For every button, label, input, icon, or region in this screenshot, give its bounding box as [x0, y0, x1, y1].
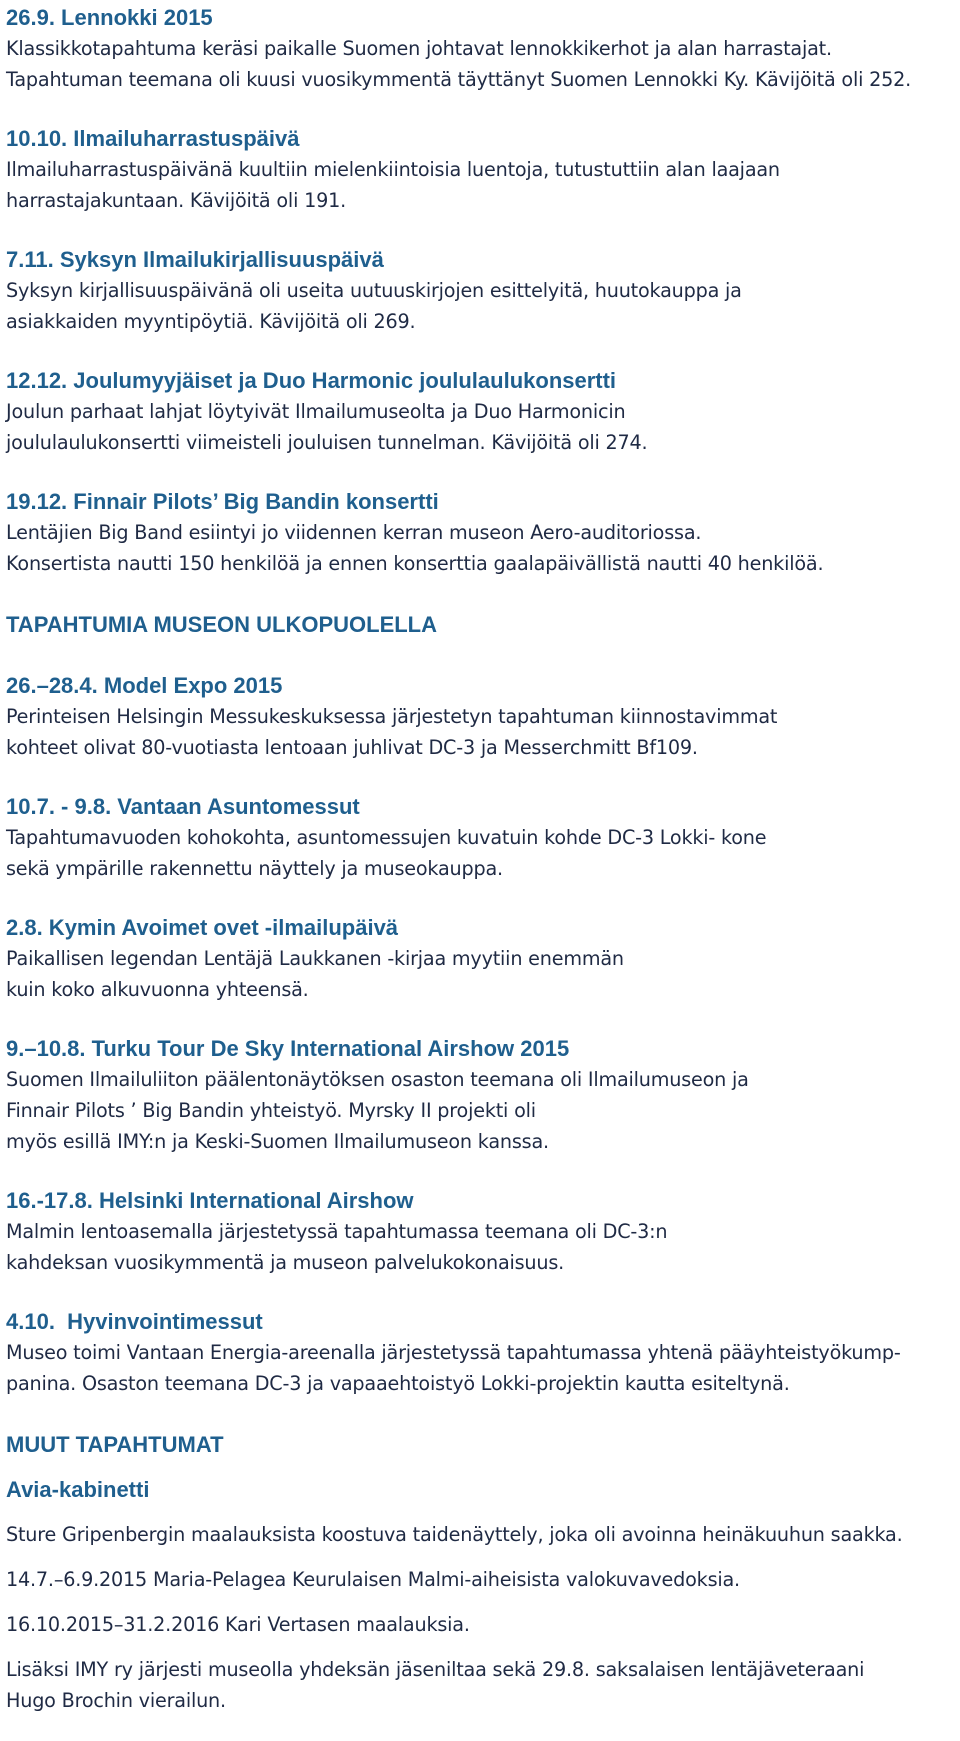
text-line: asiakkaiden myyntipöytiä. Kävijöitä oli 269.: [6, 310, 416, 333]
event-kymi: [6, 912, 960, 1005]
text-line: Syksyn kirjallisuuspäivänä oli useita uutuuskirjojen esittelyitä, huutokauppa ja: [6, 279, 742, 302]
event-kirjallisuuspaiva: [6, 244, 960, 337]
text-line: Paikallisen legendan Lentäjä Laukkanen -kirjaa myytiin enemmän: [6, 947, 624, 970]
section-title-other: MUUT TAPAHTUMAT: [6, 1432, 224, 1457]
event-lennokki: [6, 2, 960, 95]
event-hyvinvointimessut: [6, 1306, 960, 1399]
event-description: [6, 1337, 960, 1399]
event-heading: 4.10. Hyvinvointimessut: [6, 1309, 263, 1334]
text-line: joululaulukonsertti viimeisteli jouluisen tunnelman. Kävijöitä oli 274.: [6, 431, 648, 454]
text-line: 14.7.–6.9.2015 Maria-Pelagea Keurulaisen Malmi-aiheisista valokuvavedoksia.: [6, 1568, 740, 1591]
event-heading: 10.7. - 9.8. Vantaan Asuntomessut: [6, 794, 360, 819]
event-description: [6, 701, 960, 763]
event-helsinki-airshow: [6, 1185, 960, 1278]
event-ilmailuharrastuspaiva: [6, 123, 960, 216]
text-line: Tapahtumavuoden kohokohta, asuntomessujen kuvatuin kohde DC-3 Lokki- kone: [6, 826, 767, 849]
event-description: [6, 154, 960, 216]
event-description: [6, 1064, 960, 1157]
text-line: Lentäjien Big Band esiintyi jo viidennen kerran museon Aero-auditoriossa.: [6, 521, 702, 544]
event-description: [6, 275, 960, 337]
event-description: [6, 33, 960, 95]
text-line: Finnair Pilots ’ Big Bandin yhteistyö. Myrsky II projekti oli: [6, 1099, 536, 1122]
text-line: sekä ympärille rakennettu näyttely ja museokauppa.: [6, 857, 503, 880]
event-description: [6, 822, 960, 884]
text-line: myös esillä IMY:n ja Keski-Suomen Ilmailumuseon kanssa.: [6, 1130, 549, 1153]
event-description: [6, 943, 960, 1005]
text-line: Museo toimi Vantaan Energia-areenalla järjestetyssä tapahtumassa yhtenä pääyhteistyökump-: [6, 1341, 901, 1364]
text-line: harrastajakuntaan. Kävijöitä oli 191.: [6, 189, 347, 212]
event-heading: 16.-17.8. Helsinki International Airshow: [6, 1188, 414, 1213]
event-heading: 26.–28.4. Model Expo 2015: [6, 673, 283, 698]
event-big-band: [6, 486, 960, 579]
event-heading: 19.12. Finnair Pilots’ Big Bandin konsertti: [6, 489, 439, 514]
closing-paragraph: [6, 1654, 960, 1716]
event-heading: 12.12. Joulumyyjäiset ja Duo Harmonic joululaulukonsertti: [6, 368, 617, 393]
text-line: kahdeksan vuosikymmentä ja museon palvelukokonaisuus.: [6, 1251, 565, 1274]
event-model-expo: [6, 670, 960, 763]
event-description: [6, 1216, 960, 1278]
avia-paragraph: [6, 1609, 960, 1640]
event-turku-airshow: [6, 1033, 960, 1157]
avia-paragraph: [6, 1564, 960, 1595]
text-line: Sture Gripenbergin maalauksista koostuva taidenäyttely, joka oli avoinna heinäkuuhun saakka.: [6, 1523, 903, 1546]
text-line: Hugo Brochin vierailun.: [6, 1689, 226, 1712]
event-description: [6, 517, 960, 579]
event-heading: 2.8. Kymin Avoimet ovet -ilmailupäivä: [6, 915, 399, 940]
event-heading: 26.9. Lennokki 2015: [6, 5, 213, 30]
text-line: Klassikkotapahtuma keräsi paikalle Suomen johtavat lennokkikerhot ja alan harrastajat.: [6, 37, 832, 60]
text-line: Malmin lentoasemalla järjestetyssä tapahtumassa teemana oli DC-3:n: [6, 1220, 668, 1243]
event-asuntomessut: [6, 791, 960, 884]
text-line: Perinteisen Helsingin Messukeskuksessa järjestetyn tapahtuman kiinnostavimmat: [6, 705, 778, 728]
section-title-outside: TAPAHTUMIA MUSEON ULKOPUOLELLA: [6, 612, 438, 637]
text-line: Lisäksi IMY ry järjesti museolla yhdeksän jäseniltaa sekä 29.8. saksalaisen lentäjäveteraani: [6, 1658, 865, 1681]
text-line: kohteet olivat 80-vuotiasta lentoaan juhlivat DC-3 ja Messerchmitt Bf109.: [6, 736, 698, 759]
text-line: Tapahtuman teemana oli kuusi vuosikymmentä täyttänyt Suomen Lennokki Ky. Kävijöitä oli 252.: [6, 68, 912, 91]
text-line: Joulun parhaat lahjat löytyivät Ilmailumuseolta ja Duo Harmonicin: [6, 400, 626, 423]
text-line: 16.10.2015–31.2.2016 Kari Vertasen maalauksia.: [6, 1613, 470, 1636]
text-line: panina. Osaston teemana DC-3 ja vapaaehtoistyö Lokki-projektin kautta esiteltynä.: [6, 1372, 790, 1395]
avia-paragraph: [6, 1519, 960, 1550]
text-line: kuin koko alkuvuonna yhteensä.: [6, 978, 309, 1001]
event-heading: 9.–10.8. Turku Tour De Sky International Airshow 2015: [6, 1036, 570, 1061]
text-line: Konsertista nautti 150 henkilöä ja ennen konserttia gaalapäivällistä nautti 40 henkilöä.: [6, 552, 824, 575]
event-heading: 10.10. Ilmailuharrastuspäivä: [6, 126, 300, 151]
event-heading: 7.11. Syksyn Ilmailukirjallisuuspäivä: [6, 247, 384, 272]
text-line: Suomen Ilmailuliiton päälentonäytöksen osaston teemana oli Ilmailumuseon ja: [6, 1068, 749, 1091]
event-joulumyyjaiset: [6, 365, 960, 458]
event-description: [6, 396, 960, 458]
text-line: Ilmailuharrastuspäivänä kuultiin mielenkiintoisia luentoja, tutustuttiin alan laajaan: [6, 158, 780, 181]
avia-kabinetti-heading: Avia-kabinetti: [6, 1477, 150, 1502]
